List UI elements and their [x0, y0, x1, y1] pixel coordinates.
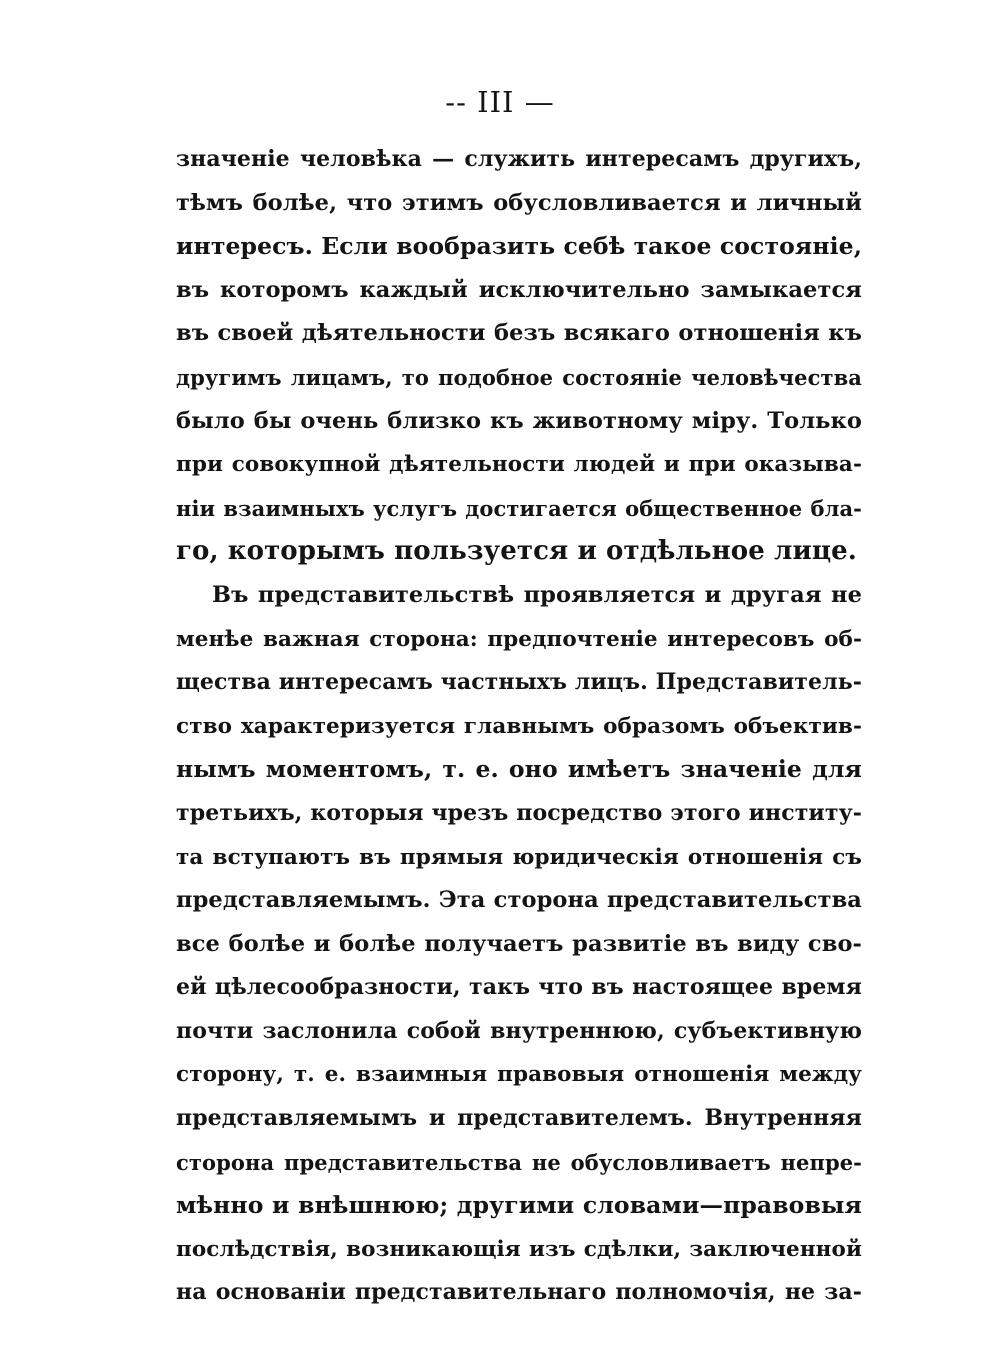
text-line: сторону, т. е. взаимныя правовыя отношенія между [176, 1062, 862, 1088]
text-line: все болѣе и болѣе получаетъ развитіе въ виду сво- [176, 930, 862, 957]
text-line: въ своей дѣятельности безъ всякаго отношенія къ [176, 320, 862, 347]
text-line: третьихъ, которыя чрезъ посредство этого институ- [176, 799, 862, 826]
text-line: представляемымъ и представителемъ. Внутренняя [176, 1105, 862, 1132]
text-line: ніи взаимныхъ услугъ достигается общественное бла- [176, 495, 862, 521]
text-line: при совокупной дѣятельности людей и при оказыва- [176, 452, 862, 478]
text-line: ство характеризуется главнымъ образомъ объектив- [176, 713, 862, 739]
page-number: -- III — [445, 85, 555, 119]
text-line: менѣе важная сторона: предпочтеніе интересовъ об- [176, 626, 862, 652]
text-line: мѣнно и внѣшнюю; другими словами—правовыя [176, 1191, 862, 1220]
text-line: щества интересамъ частныхъ лицъ. Представитель- [176, 669, 862, 696]
text-line: го, которымъ пользуется и отдѣльное лице. [176, 536, 857, 567]
text-line: другимъ лицамъ, то подобное состояніе человѣчества [176, 364, 862, 390]
text-line: значеніе человѣка — служить интересамъ другихъ, [176, 146, 862, 172]
text-line: нымъ моментомъ, т. е. оно имѣетъ значеніе для [176, 755, 862, 784]
text-line: представляемымъ. Эта сторона представительства [176, 887, 862, 914]
text-line: ей цѣлесообразности, такъ что въ настоящее время [176, 974, 862, 1001]
text-line: тѣмъ болѣе, что этимъ обусловливается и личный [176, 189, 862, 216]
body-text [176, 138, 862, 1315]
text-line: почти заслонила собой внутреннюю, субъективную [176, 1017, 862, 1044]
text-line: Въ представительствѣ проявляется и другая не [212, 581, 862, 608]
text-line: послѣдствія, возникающія изъ сдѣлки, заключенной [176, 1236, 862, 1262]
text-line: въ которомъ каждый исключительно замыкается [176, 276, 862, 303]
text-line: на основаніи представительнаго полномочія, не за- [176, 1279, 862, 1306]
text-line: было бы очень близко къ животному міру. Только [176, 407, 862, 434]
text-line: та вступаютъ въ прямыя юридическія отношенія съ [176, 844, 862, 870]
text-line: интересъ. Если вообразить себѣ такое состояніе, [176, 232, 862, 261]
text-line: сторона представительства не обусловливаетъ непре- [176, 1149, 862, 1175]
